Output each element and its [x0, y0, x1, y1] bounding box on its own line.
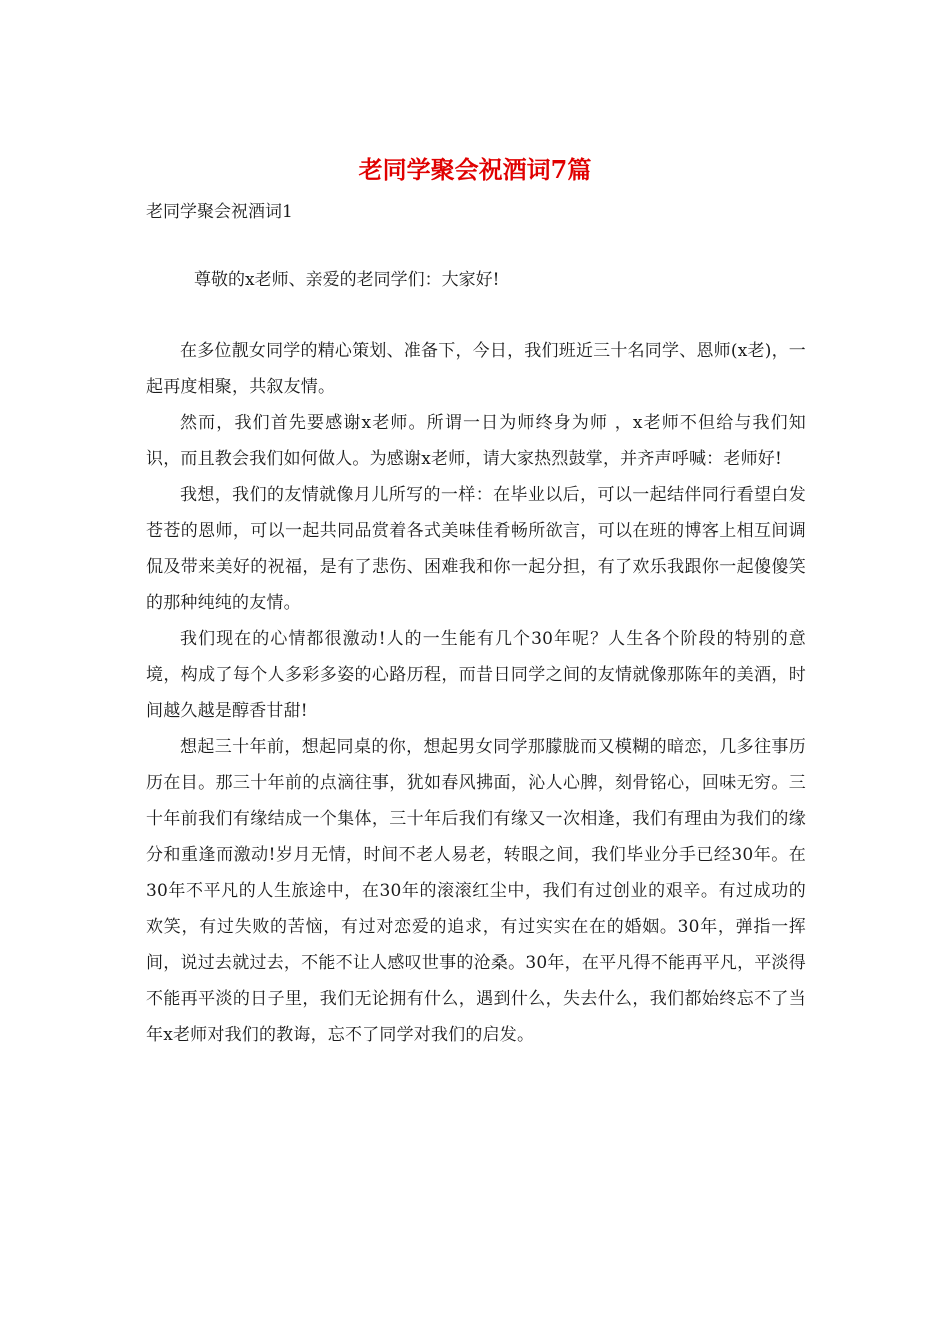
greeting-line: 尊敬的x老师、亲爱的老同学们：大家好!	[194, 270, 500, 290]
section-heading: 老同学聚会祝酒词1	[146, 202, 293, 222]
document-title: 老同学聚会祝酒词7篇	[358, 155, 592, 184]
paragraph-1: 在多位靓女同学的精心策划、准备下，今日，我们班近三十名同学、恩师(x老)，一起再度相聚，共叙友情。	[146, 341, 806, 397]
paragraph-4: 我们现在的心情都很激动!人的一生能有几个30年呢？人生各个阶段的特别的意境，构成了每个人多彩多姿的心路历程，而昔日同学之间的友情就像那陈年的美酒，时间越久越是醇香甘甜!	[146, 629, 806, 721]
body-text	[146, 333, 806, 1053]
paragraph-2: 然而，我们首先要感谢x老师。所谓一日为师终身为师 ，x老师不但给与我们知识，而且教会我们如何做人。为感谢x老师，请大家热烈鼓掌，并齐声呼喊：老师好!	[146, 413, 806, 469]
paragraph-3: 我想，我们的友情就像月儿所写的一样：在毕业以后，可以一起结伴同行看望白发苍苍的恩师，可以一起共同品赏着各式美味佳肴畅所欲言，可以在班的博客上相互间调侃及带来美好的祝福，是有了悲伤、困难我和你一起分担，有了欢乐我跟你一起傻傻笑的那种纯纯的友情。	[146, 485, 806, 613]
paragraph-5: 想起三十年前，想起同桌的你，想起男女同学那朦胧而又模糊的暗恋，几多往事历历在目。那三十年前的点滴往事，犹如春风拂面，沁人心脾，刻骨铭心，回味无穷。三十年前我们有缘结成一个集体，三十年后我们有缘又一次相逢，我们有理由为我们的缘分和重逢而激动!岁月无情，时间不老人易老，转眼之间，我们毕业分手已经30年。在30年不平凡的人生旅途中，在30年的滚滚红尘中，我们有过创业的艰辛。有过成功的欢笑，有过失败的苦恼，有过对恋爱的追求，有过实实在在的婚姻。30年，弹指一挥间，说过去就过去，不能不让人感叹世事的沧桑。30年，在平凡得不能再平凡，平淡得不能再平淡的日子里，我们无论拥有什么，遇到什么，失去什么，我们都始终忘不了当年x老师对我们的教诲，忘不了同学对我们的启发。	[146, 737, 806, 1045]
